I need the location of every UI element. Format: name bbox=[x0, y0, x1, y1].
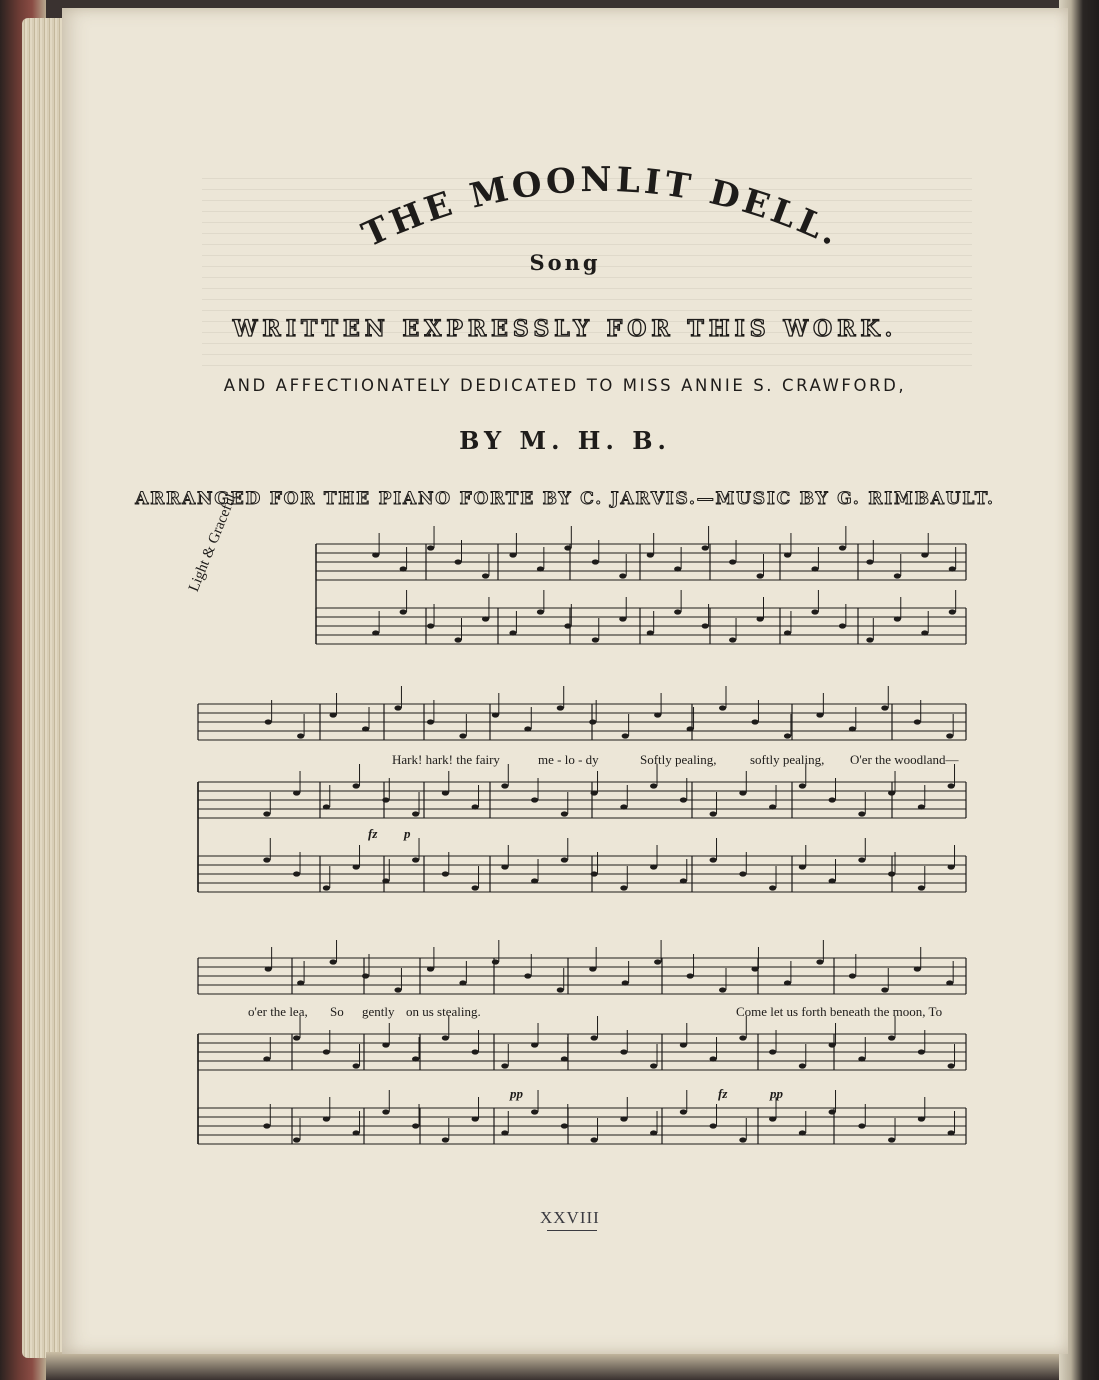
note-head bbox=[330, 959, 337, 964]
note-head bbox=[501, 864, 508, 869]
note-head bbox=[459, 980, 466, 985]
author-byline: BY M. H. B. bbox=[459, 426, 671, 455]
sheet-music-page bbox=[62, 8, 1068, 1354]
note-head bbox=[561, 1123, 568, 1128]
note-head bbox=[739, 790, 746, 795]
note-head bbox=[784, 552, 791, 557]
note-head bbox=[265, 966, 272, 971]
note-head bbox=[650, 1063, 657, 1068]
note-head bbox=[769, 1116, 776, 1121]
note-head bbox=[710, 1123, 717, 1128]
note-head bbox=[557, 705, 564, 710]
note-head bbox=[323, 804, 330, 809]
dynamic-p: p bbox=[404, 826, 411, 841]
note-head bbox=[353, 864, 360, 869]
song-subtitle: Song bbox=[529, 250, 601, 275]
note-head bbox=[591, 1137, 598, 1142]
note-head bbox=[866, 559, 873, 564]
note-head bbox=[492, 712, 499, 717]
music-score bbox=[62, 8, 1068, 1354]
note-head bbox=[888, 790, 895, 795]
note-head bbox=[501, 1130, 508, 1135]
lyric-system3-2: So bbox=[330, 1004, 344, 1019]
note-head bbox=[400, 566, 407, 571]
note-head bbox=[509, 552, 516, 557]
note-head bbox=[946, 980, 953, 985]
note-head bbox=[702, 545, 709, 550]
note-head bbox=[948, 783, 955, 788]
note-head bbox=[382, 797, 389, 802]
note-head bbox=[858, 1056, 865, 1061]
note-head bbox=[427, 623, 434, 628]
note-head bbox=[592, 559, 599, 564]
note-head bbox=[829, 1109, 836, 1114]
note-head bbox=[881, 705, 888, 710]
note-head bbox=[557, 987, 564, 992]
note-head bbox=[647, 630, 654, 635]
note-head bbox=[531, 1042, 538, 1047]
note-head bbox=[829, 797, 836, 802]
note-head bbox=[589, 966, 596, 971]
note-head bbox=[839, 545, 846, 550]
note-head bbox=[509, 630, 516, 635]
note-head bbox=[799, 1063, 806, 1068]
note-head bbox=[442, 871, 449, 876]
note-head bbox=[849, 726, 856, 731]
note-head bbox=[501, 783, 508, 788]
note-head bbox=[472, 1116, 479, 1121]
note-head bbox=[263, 811, 270, 816]
note-head bbox=[816, 959, 823, 964]
note-head bbox=[524, 973, 531, 978]
lyric-system2-2: me - lo - dy bbox=[538, 752, 599, 767]
note-head bbox=[591, 1035, 598, 1040]
note-head bbox=[372, 630, 379, 635]
note-head bbox=[858, 811, 865, 816]
note-head bbox=[353, 783, 360, 788]
note-head bbox=[492, 959, 499, 964]
note-head bbox=[687, 973, 694, 978]
note-head bbox=[362, 726, 369, 731]
note-head bbox=[769, 885, 776, 890]
book-bottom-edge bbox=[46, 1352, 1059, 1380]
note-head bbox=[427, 966, 434, 971]
note-head bbox=[921, 552, 928, 557]
dedication-line: AND AFFECTIONATELY DEDICATED TO MISS ANNIE S. CRAWFORD, bbox=[223, 376, 907, 395]
note-head bbox=[372, 552, 379, 557]
note-head bbox=[949, 609, 956, 614]
note-head bbox=[591, 790, 598, 795]
note-head bbox=[592, 637, 599, 642]
svg-text:THE MOONLIT DELL.: THE MOONLIT DELL. bbox=[356, 159, 848, 256]
arranger-line: ARRANGED FOR THE PIANO FORTE BY C. JARVIS.—MUSIC BY G. RIMBAULT. bbox=[135, 489, 995, 509]
note-head bbox=[619, 573, 626, 578]
note-head bbox=[620, 804, 627, 809]
note-head bbox=[427, 545, 434, 550]
note-head bbox=[330, 712, 337, 717]
note-head bbox=[739, 1035, 746, 1040]
note-head bbox=[382, 1042, 389, 1047]
note-head bbox=[442, 790, 449, 795]
note-head bbox=[531, 1109, 538, 1114]
note-head bbox=[680, 878, 687, 883]
note-head bbox=[564, 623, 571, 628]
dynamic-pp-2: pp bbox=[770, 1086, 783, 1101]
note-head bbox=[674, 566, 681, 571]
page-number: XXVIII bbox=[540, 1208, 600, 1227]
note-head bbox=[561, 1056, 568, 1061]
note-head bbox=[323, 885, 330, 890]
note-head bbox=[537, 566, 544, 571]
note-head bbox=[710, 1056, 717, 1061]
note-head bbox=[654, 959, 661, 964]
written-line: WRITTEN EXPRESSLY FOR THIS WORK. bbox=[232, 316, 898, 342]
page-number-underline bbox=[547, 1230, 597, 1231]
note-head bbox=[472, 1049, 479, 1054]
note-head bbox=[829, 878, 836, 883]
note-head bbox=[799, 783, 806, 788]
note-head bbox=[265, 719, 272, 724]
note-head bbox=[297, 980, 304, 985]
note-head bbox=[729, 637, 736, 642]
note-head bbox=[799, 864, 806, 869]
note-head bbox=[894, 616, 901, 621]
note-head bbox=[650, 864, 657, 869]
note-head bbox=[858, 1123, 865, 1128]
note-head bbox=[719, 987, 726, 992]
note-head bbox=[620, 1116, 627, 1121]
note-head bbox=[459, 733, 466, 738]
note-head bbox=[858, 857, 865, 862]
note-head bbox=[751, 719, 758, 724]
note-head bbox=[756, 573, 763, 578]
note-head bbox=[799, 1130, 806, 1135]
note-head bbox=[293, 1035, 300, 1040]
note-head bbox=[946, 733, 953, 738]
note-head bbox=[382, 878, 389, 883]
note-head bbox=[914, 719, 921, 724]
note-head bbox=[751, 966, 758, 971]
note-head bbox=[353, 1130, 360, 1135]
note-head bbox=[561, 857, 568, 862]
dynamic-fz: fz bbox=[368, 826, 378, 841]
note-head bbox=[524, 726, 531, 731]
note-head bbox=[680, 1109, 687, 1114]
note-head bbox=[948, 1130, 955, 1135]
note-head bbox=[829, 1042, 836, 1047]
note-head bbox=[531, 878, 538, 883]
note-head bbox=[501, 1063, 508, 1068]
lyric-system3-5: Come let us forth beneath the moon, To bbox=[736, 1004, 943, 1019]
note-head bbox=[362, 973, 369, 978]
lyric-system2-5: O'er the woodland— bbox=[850, 752, 959, 767]
note-head bbox=[400, 609, 407, 614]
note-head bbox=[756, 616, 763, 621]
lyric-system3-1: o'er the lea, bbox=[248, 1004, 308, 1019]
note-head bbox=[729, 559, 736, 564]
note-head bbox=[394, 987, 401, 992]
note-head bbox=[412, 1123, 419, 1128]
note-head bbox=[784, 980, 791, 985]
dynamic-pp-1: pp bbox=[510, 1086, 523, 1101]
lyric-system3-3: gently bbox=[362, 1004, 395, 1019]
note-head bbox=[293, 1137, 300, 1142]
note-head bbox=[948, 1063, 955, 1068]
note-head bbox=[293, 871, 300, 876]
lyric-system2-3: Softly pealing, bbox=[640, 752, 717, 767]
note-head bbox=[918, 1116, 925, 1121]
note-head bbox=[769, 1049, 776, 1054]
note-head bbox=[591, 871, 598, 876]
note-head bbox=[454, 559, 461, 564]
note-head bbox=[561, 811, 568, 816]
note-head bbox=[650, 783, 657, 788]
note-head bbox=[454, 637, 461, 642]
note-head bbox=[948, 864, 955, 869]
note-head bbox=[537, 609, 544, 614]
note-head bbox=[620, 1049, 627, 1054]
note-head bbox=[619, 616, 626, 621]
note-head bbox=[888, 871, 895, 876]
note-head bbox=[427, 719, 434, 724]
note-head bbox=[472, 885, 479, 890]
note-head bbox=[888, 1137, 895, 1142]
lyric-system3-4: on us stealing. bbox=[406, 1004, 481, 1019]
note-head bbox=[442, 1137, 449, 1142]
note-head bbox=[894, 573, 901, 578]
note-head bbox=[710, 857, 717, 862]
note-head bbox=[921, 630, 928, 635]
note-head bbox=[866, 637, 873, 642]
note-head bbox=[784, 733, 791, 738]
note-head bbox=[918, 1049, 925, 1054]
note-head bbox=[769, 804, 776, 809]
note-head bbox=[816, 712, 823, 717]
note-head bbox=[710, 811, 717, 816]
note-head bbox=[472, 804, 479, 809]
note-head bbox=[680, 1042, 687, 1047]
note-head bbox=[412, 811, 419, 816]
note-head bbox=[482, 573, 489, 578]
note-head bbox=[914, 966, 921, 971]
note-head bbox=[382, 1109, 389, 1114]
note-head bbox=[531, 797, 538, 802]
tempo-marking: Light & Graceful. bbox=[186, 487, 242, 594]
note-head bbox=[323, 1116, 330, 1121]
note-head bbox=[881, 987, 888, 992]
note-head bbox=[622, 980, 629, 985]
lyric-system2-4: softly pealing, bbox=[750, 752, 825, 767]
note-head bbox=[297, 733, 304, 738]
note-head bbox=[650, 1130, 657, 1135]
note-head bbox=[442, 1035, 449, 1040]
note-head bbox=[564, 545, 571, 550]
note-head bbox=[811, 566, 818, 571]
dynamic-fz-2: fz bbox=[718, 1086, 728, 1101]
note-head bbox=[394, 705, 401, 710]
lyric-system2-1: Hark! hark! the fairy bbox=[392, 752, 500, 767]
note-head bbox=[263, 1056, 270, 1061]
note-head bbox=[622, 733, 629, 738]
note-head bbox=[323, 1049, 330, 1054]
note-head bbox=[702, 623, 709, 628]
note-head bbox=[263, 857, 270, 862]
note-head bbox=[849, 973, 856, 978]
note-head bbox=[784, 630, 791, 635]
note-head bbox=[647, 552, 654, 557]
note-head bbox=[918, 804, 925, 809]
note-head bbox=[353, 1063, 360, 1068]
note-head bbox=[739, 1137, 746, 1142]
note-head bbox=[719, 705, 726, 710]
note-head bbox=[739, 871, 746, 876]
note-head bbox=[680, 797, 687, 802]
note-head bbox=[293, 790, 300, 795]
note-head bbox=[687, 726, 694, 731]
note-head bbox=[482, 616, 489, 621]
note-head bbox=[839, 623, 846, 628]
note-head bbox=[888, 1035, 895, 1040]
note-head bbox=[654, 712, 661, 717]
note-head bbox=[412, 1056, 419, 1061]
note-head bbox=[263, 1123, 270, 1128]
note-head bbox=[949, 566, 956, 571]
note-head bbox=[674, 609, 681, 614]
note-head bbox=[811, 609, 818, 614]
note-head bbox=[918, 885, 925, 890]
note-head bbox=[412, 857, 419, 862]
note-head bbox=[589, 719, 596, 724]
note-head bbox=[620, 885, 627, 890]
